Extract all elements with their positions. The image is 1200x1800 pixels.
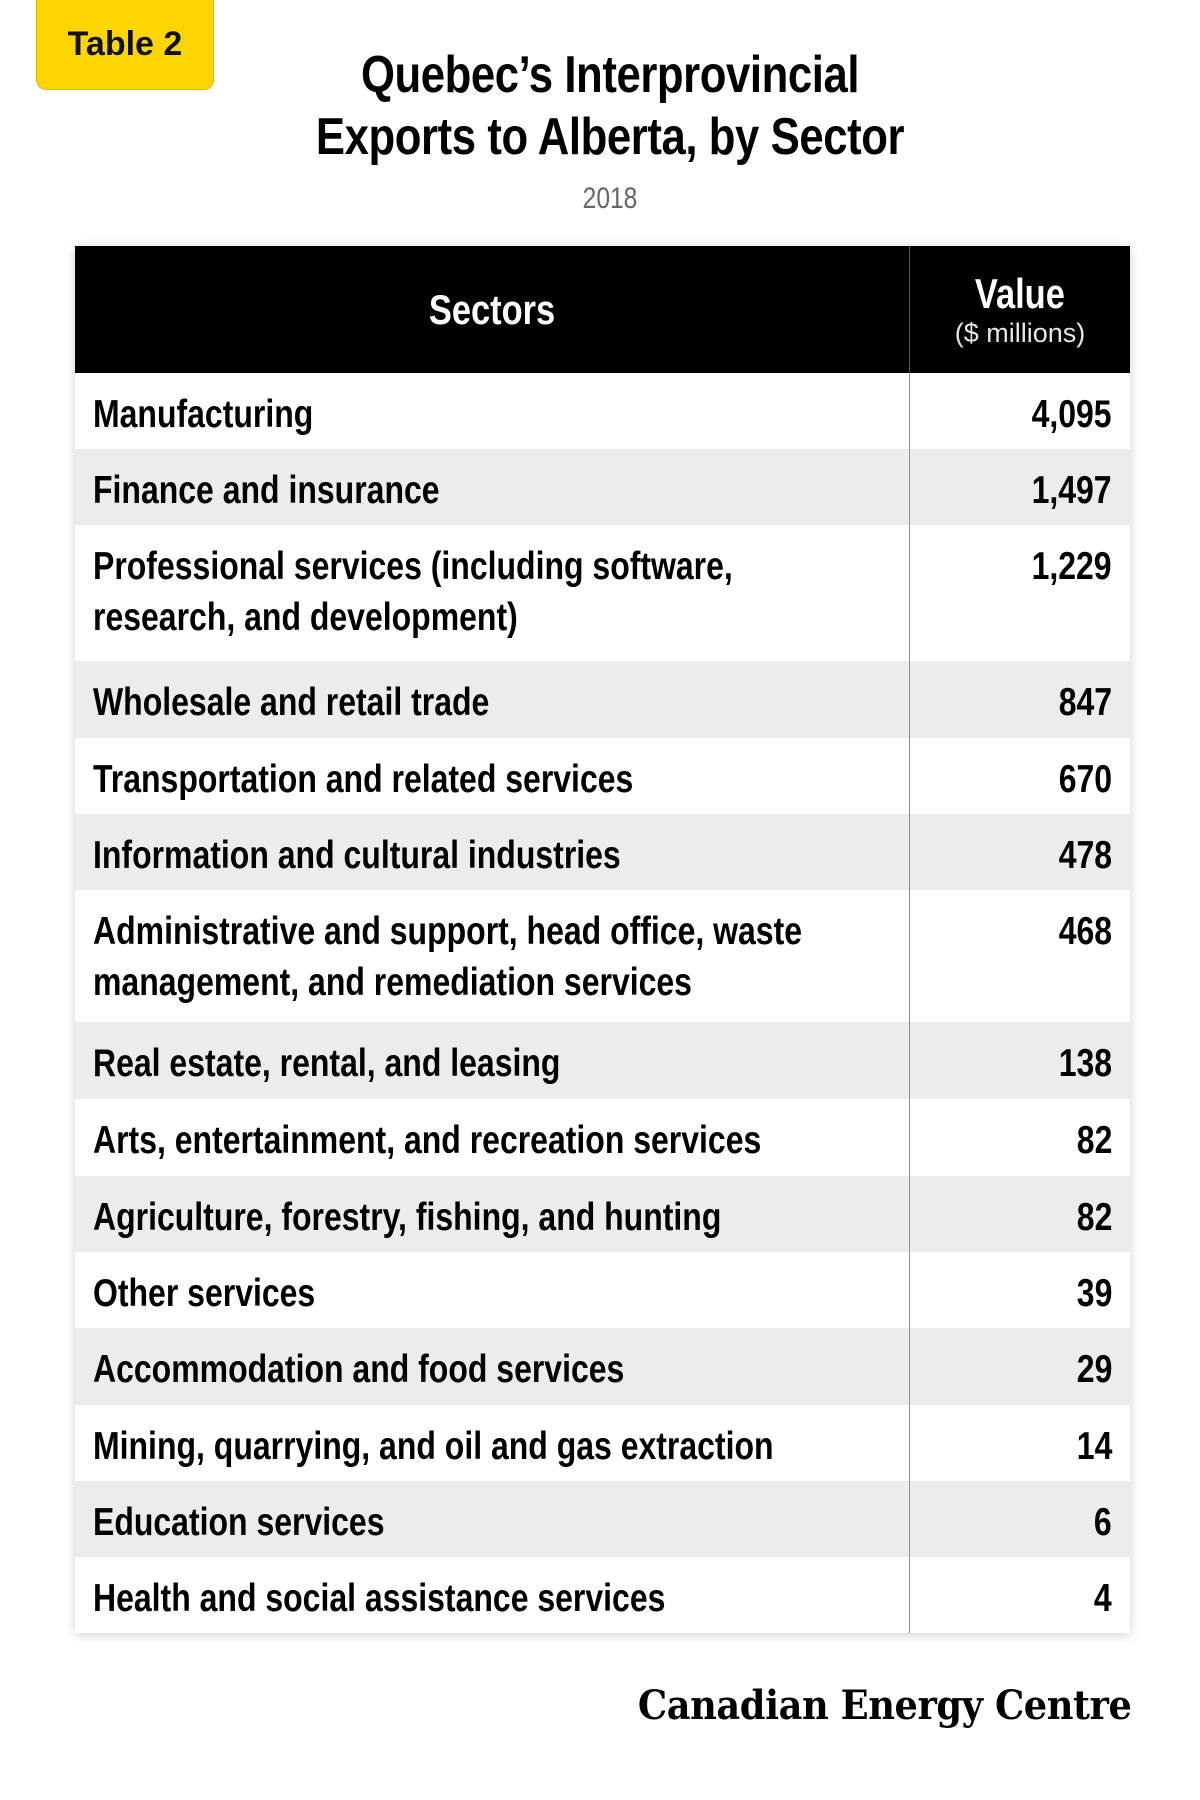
sector-label: Professional services (including software, research, and development)	[93, 545, 733, 639]
sector-label: Health and social assistance services	[93, 1577, 666, 1620]
sector-cell	[75, 1099, 910, 1176]
value-cell	[910, 525, 1130, 661]
header-value-unit: ($ millions)	[954, 317, 1086, 348]
header-value	[910, 246, 1130, 373]
sector-cell	[75, 661, 910, 738]
title-line-2: Exports to Alberta, by Sector	[315, 108, 905, 166]
sector-label: Wholesale and retail trade	[93, 681, 490, 724]
value-label: 138	[1058, 1042, 1112, 1085]
table-row	[75, 1252, 1130, 1328]
table-row	[75, 373, 1130, 449]
value-cell	[910, 1252, 1130, 1328]
sector-cell	[75, 1022, 910, 1099]
value-cell	[910, 1557, 1130, 1633]
value-cell	[910, 373, 1130, 449]
value-cell	[910, 738, 1130, 814]
value-cell	[910, 1328, 1130, 1405]
page-title	[308, 44, 913, 168]
table-row	[75, 1405, 1130, 1481]
value-cell	[910, 1022, 1130, 1099]
value-label: 847	[1058, 681, 1112, 724]
sector-label: Information and cultural industries	[93, 834, 621, 877]
sector-label: Accommodation and food services	[93, 1348, 625, 1391]
sector-cell	[75, 1481, 910, 1557]
value-label: 82	[1076, 1196, 1112, 1239]
value-cell	[910, 814, 1130, 890]
value-cell	[910, 449, 1130, 525]
value-label: 468	[1058, 910, 1112, 953]
sector-cell	[75, 373, 910, 449]
value-label: 1,497	[1031, 469, 1112, 512]
header-sectors	[75, 246, 910, 373]
value-cell	[910, 1176, 1130, 1252]
value-cell	[910, 1099, 1130, 1176]
sector-label: Other services	[93, 1272, 316, 1315]
sector-label: Education services	[93, 1501, 385, 1544]
title-line-1: Quebec’s Interprovincial	[360, 46, 860, 104]
sector-cell	[75, 1557, 910, 1633]
table-row	[75, 1022, 1130, 1099]
sector-cell	[75, 449, 910, 525]
sector-cell	[75, 738, 910, 814]
sector-label: Manufacturing	[93, 393, 314, 436]
table-row	[75, 525, 1130, 661]
value-cell	[910, 661, 1130, 738]
table-number-badge: Table 2	[36, 0, 214, 90]
header-sectors-label: Sectors	[428, 285, 556, 333]
sector-cell	[75, 1405, 910, 1481]
table-row	[75, 814, 1130, 890]
table-header	[75, 246, 1130, 373]
sector-cell	[75, 1328, 910, 1405]
value-label: 6	[1094, 1501, 1112, 1544]
value-label: 82	[1076, 1119, 1112, 1162]
table-row	[75, 1481, 1130, 1557]
table-row	[75, 890, 1130, 1022]
sector-label: Transportation and related services	[93, 758, 634, 801]
value-label: 478	[1058, 834, 1112, 877]
table-row	[75, 661, 1130, 738]
table-row	[75, 1557, 1130, 1633]
value-label: 670	[1058, 758, 1112, 801]
value-cell	[910, 1481, 1130, 1557]
table-row	[75, 1328, 1130, 1405]
sector-cell	[75, 814, 910, 890]
sector-label: Real estate, rental, and leasing	[93, 1042, 561, 1085]
table-row	[75, 1176, 1130, 1252]
publisher-logo-text: Canadian Energy Centre	[637, 1682, 1131, 1729]
value-label: 14	[1076, 1425, 1112, 1468]
sector-label: Arts, entertainment, and recreation services	[93, 1119, 762, 1162]
sector-label: Finance and insurance	[93, 469, 440, 512]
sector-label: Agriculture, forestry, fishing, and hunting	[93, 1196, 722, 1239]
value-label: 4	[1094, 1577, 1112, 1620]
sector-cell	[75, 890, 910, 1022]
value-cell	[910, 1405, 1130, 1481]
table-row	[75, 449, 1130, 525]
table-row	[75, 738, 1130, 814]
sector-cell	[75, 525, 910, 661]
value-label: 1,229	[1031, 545, 1112, 588]
sector-label: Mining, quarrying, and oil and gas extraction	[93, 1425, 774, 1468]
sector-cell	[75, 1176, 910, 1252]
value-label: 39	[1076, 1272, 1112, 1315]
header-value-label: Value	[975, 269, 1065, 317]
sector-cell	[75, 1252, 910, 1328]
sector-label: Administrative and support, head office, waste management, and remediation services	[93, 910, 803, 1004]
table-row	[75, 1099, 1130, 1176]
page-subtitle: 2018	[582, 182, 638, 215]
value-label: 4,095	[1031, 393, 1112, 436]
value-cell	[910, 890, 1130, 1022]
value-label: 29	[1076, 1348, 1112, 1391]
data-table	[75, 246, 1130, 1633]
